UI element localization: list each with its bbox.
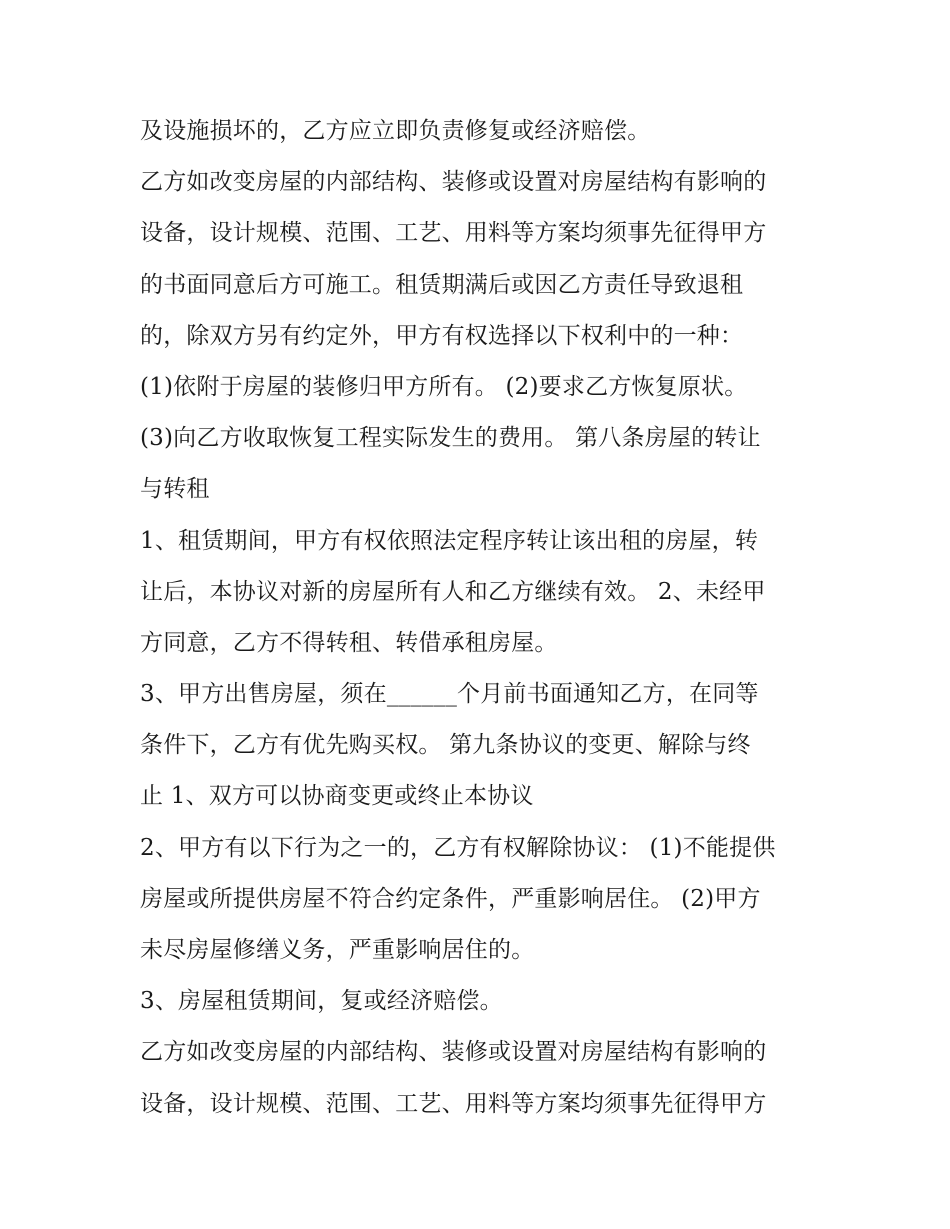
text-line: 房屋或所提供房屋不符合约定条件，严重影响居住。 (2)甲方	[140, 885, 761, 912]
text-line: 及设施损坏的，乙方应立即负责修复或经济赔偿。	[140, 118, 651, 144]
text-line: 设备，设计规模、范围、工艺、用料等方案均须事先征得甲方	[140, 220, 767, 247]
text-line: 未尽房屋修缮义务，严重影响居住的。	[140, 937, 535, 963]
text-line: 条件下，乙方有优先购买权。 第九条协议的变更、解除与终	[140, 732, 751, 759]
text-line: 3、甲方出售房屋，须在______个月前书面通知乙方，在同等	[140, 681, 759, 708]
text-line: 的，除双方另有约定外，甲方有权选择以下权利中的一种：	[140, 322, 744, 349]
text-line: 1、租赁期间，甲方有权依照法定程序转让该出租的房屋，转	[140, 527, 759, 554]
text-line: 3、房屋租赁期间，复或经济赔偿。	[140, 988, 503, 1015]
text-line: 乙方如改变房屋的内部结构、装修或设置对房屋结构有影响的	[140, 169, 767, 196]
text-line: (1)依附于房屋的装修归甲方所有。 (2)要求乙方恢复原状。	[140, 373, 748, 400]
text-line: (3)向乙方收取恢复工程实际发生的费用。 第八条房屋的转让	[140, 425, 761, 452]
text-line: 的书面同意后方可施工。租赁期满后或因乙方责任导致退租	[140, 271, 744, 298]
text-line: 设备，设计规模、范围、工艺、用料等方案均须事先征得甲方	[140, 1090, 767, 1117]
text-line: 让后，本协议对新的房屋所有人和乙方继续有效。 2、未经甲	[140, 578, 766, 605]
text-line: 方同意，乙方不得转租、转借承租房屋。	[140, 629, 558, 656]
text-line: 乙方如改变房屋的内部结构、装修或设置对房屋结构有影响的	[140, 1039, 767, 1066]
text-line: 止 1、双方可以协商变更或终止本协议	[140, 783, 534, 810]
text-line: 2、甲方有以下行为之一的，乙方有权解除协议： (1)不能提供	[140, 834, 776, 861]
text-line: 与转租	[140, 476, 210, 503]
document-body	[140, 106, 840, 1130]
